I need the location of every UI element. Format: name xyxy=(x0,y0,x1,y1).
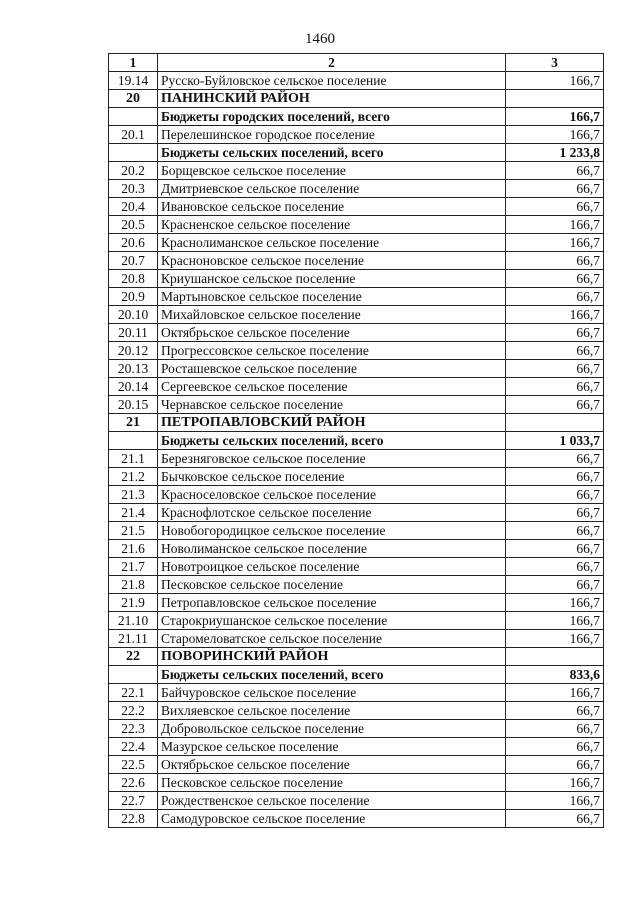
table-row xyxy=(109,810,604,828)
table-row xyxy=(109,468,604,486)
table-row xyxy=(109,612,604,630)
row-value: 66,7 xyxy=(506,756,604,774)
subtotal-row xyxy=(109,144,604,162)
row-number: 22.6 xyxy=(109,774,158,792)
row-name: Старокриушанское сельское поселение xyxy=(158,612,506,630)
row-value: 166,7 xyxy=(506,594,604,612)
row-number: 21.3 xyxy=(109,486,158,504)
row-value: 66,7 xyxy=(506,720,604,738)
row-number xyxy=(109,144,158,162)
row-name: ПОВОРИНСКИЙ РАЙОН xyxy=(158,648,506,666)
row-value: 66,7 xyxy=(506,396,604,414)
row-number: 20.5 xyxy=(109,216,158,234)
region-row xyxy=(109,648,604,666)
row-name: Песковское сельское поселение xyxy=(158,576,506,594)
row-number: 22.1 xyxy=(109,684,158,702)
row-value: 66,7 xyxy=(506,450,604,468)
row-number: 22.7 xyxy=(109,792,158,810)
row-name: ПАНИНСКИЙ РАЙОН xyxy=(158,90,506,108)
row-number xyxy=(109,432,158,450)
row-name: Дмитриевское сельское поселение xyxy=(158,180,506,198)
row-number: 20.12 xyxy=(109,342,158,360)
column-header-2: 2 xyxy=(158,54,506,72)
row-number: 20.6 xyxy=(109,234,158,252)
table-row xyxy=(109,720,604,738)
row-name: Ивановское сельское поселение xyxy=(158,198,506,216)
row-value: 166,7 xyxy=(506,234,604,252)
table-row xyxy=(109,396,604,414)
row-value: 66,7 xyxy=(506,738,604,756)
table-row xyxy=(109,252,604,270)
table-row xyxy=(109,162,604,180)
row-name: Красноселовское сельское поселение xyxy=(158,486,506,504)
row-number: 20.9 xyxy=(109,288,158,306)
row-name: Старомеловатское сельское поселение xyxy=(158,630,506,648)
row-value: 66,7 xyxy=(506,504,604,522)
row-name: Перелешинское городское поселение xyxy=(158,126,506,144)
row-value: 66,7 xyxy=(506,558,604,576)
table-row xyxy=(109,234,604,252)
row-value: 66,7 xyxy=(506,486,604,504)
region-row xyxy=(109,90,604,108)
row-number: 21.11 xyxy=(109,630,158,648)
row-value xyxy=(506,90,604,108)
table-row xyxy=(109,180,604,198)
table-row xyxy=(109,774,604,792)
row-number: 22.5 xyxy=(109,756,158,774)
row-name: Борщевское сельское поселение xyxy=(158,162,506,180)
row-name: Бычковское сельское поселение xyxy=(158,468,506,486)
row-value: 66,7 xyxy=(506,540,604,558)
page-number: 1460 xyxy=(305,31,335,47)
row-number xyxy=(109,108,158,126)
table-row xyxy=(109,378,604,396)
row-number: 21.8 xyxy=(109,576,158,594)
row-name: Песковское сельское поселение xyxy=(158,774,506,792)
row-name: Новобогородицкое сельское поселение xyxy=(158,522,506,540)
row-number: 20.2 xyxy=(109,162,158,180)
table-row xyxy=(109,342,604,360)
row-number: 21.1 xyxy=(109,450,158,468)
row-number: 20.4 xyxy=(109,198,158,216)
row-name: Новолиманское сельское поселение xyxy=(158,540,506,558)
row-name: Рождественское сельское поселение xyxy=(158,792,506,810)
row-name: Бюджеты городских поселений, всего xyxy=(158,108,506,126)
table-row xyxy=(109,738,604,756)
row-number: 21.7 xyxy=(109,558,158,576)
row-number: 21.9 xyxy=(109,594,158,612)
row-number: 20.8 xyxy=(109,270,158,288)
row-name: Красноновское сельское поселение xyxy=(158,252,506,270)
row-value: 166,7 xyxy=(506,792,604,810)
row-value: 166,7 xyxy=(506,108,604,126)
row-value: 66,7 xyxy=(506,378,604,396)
row-value xyxy=(506,648,604,666)
region-row xyxy=(109,414,604,432)
row-value: 66,7 xyxy=(506,198,604,216)
row-value xyxy=(506,414,604,432)
row-name: Краснолиманское сельское поселение xyxy=(158,234,506,252)
row-name: Самодуровское сельское поселение xyxy=(158,810,506,828)
row-value: 66,7 xyxy=(506,360,604,378)
row-name: Мазурское сельское поселение xyxy=(158,738,506,756)
row-number: 21.2 xyxy=(109,468,158,486)
row-number: 20.15 xyxy=(109,396,158,414)
row-value: 66,7 xyxy=(506,180,604,198)
table-row xyxy=(109,486,604,504)
table-row xyxy=(109,126,604,144)
table-row xyxy=(109,270,604,288)
table-row xyxy=(109,450,604,468)
row-number: 22.2 xyxy=(109,702,158,720)
row-number: 21 xyxy=(109,414,158,432)
row-name: Русско-Буйловское сельское поселение xyxy=(158,72,506,90)
row-number: 22.4 xyxy=(109,738,158,756)
row-value: 66,7 xyxy=(506,342,604,360)
row-number: 21.6 xyxy=(109,540,158,558)
row-name: Краснофлотское сельское поселение xyxy=(158,504,506,522)
row-number: 22.8 xyxy=(109,810,158,828)
row-name: Мартыновское сельское поселение xyxy=(158,288,506,306)
table-row xyxy=(109,504,604,522)
row-number: 19.14 xyxy=(109,72,158,90)
row-value: 833,6 xyxy=(506,666,604,684)
table-row xyxy=(109,360,604,378)
row-value: 166,7 xyxy=(506,306,604,324)
row-value: 66,7 xyxy=(506,288,604,306)
row-name: Вихляевское сельское поселение xyxy=(158,702,506,720)
row-name: ПЕТРОПАВЛОВСКИЙ РАЙОН xyxy=(158,414,506,432)
row-name: Сергеевское сельское поселение xyxy=(158,378,506,396)
row-name: Чернавское сельское поселение xyxy=(158,396,506,414)
table-row xyxy=(109,324,604,342)
table-row xyxy=(109,756,604,774)
row-value: 66,7 xyxy=(506,576,604,594)
row-number: 21.5 xyxy=(109,522,158,540)
row-name: Михайловское сельское поселение xyxy=(158,306,506,324)
row-number: 20.13 xyxy=(109,360,158,378)
table-row xyxy=(109,684,604,702)
row-value: 1 033,7 xyxy=(506,432,604,450)
row-number: 22.3 xyxy=(109,720,158,738)
table-row xyxy=(109,576,604,594)
table-row xyxy=(109,558,604,576)
table-row xyxy=(109,306,604,324)
row-name: Красненское сельское поселение xyxy=(158,216,506,234)
row-value: 1 233,8 xyxy=(506,144,604,162)
row-name: Бюджеты сельских поселений, всего xyxy=(158,666,506,684)
row-value: 66,7 xyxy=(506,252,604,270)
row-name: Байчуровское сельское поселение xyxy=(158,684,506,702)
row-value: 66,7 xyxy=(506,270,604,288)
table-header-row xyxy=(109,54,604,72)
table-row xyxy=(109,216,604,234)
row-value: 166,7 xyxy=(506,72,604,90)
table-row xyxy=(109,288,604,306)
row-number: 22 xyxy=(109,648,158,666)
row-number: 20.3 xyxy=(109,180,158,198)
table-row xyxy=(109,72,604,90)
row-name: Росташевское сельское поселение xyxy=(158,360,506,378)
table-body xyxy=(109,72,604,828)
row-name: Новотроицкое сельское поселение xyxy=(158,558,506,576)
row-name: Бюджеты сельских поселений, всего xyxy=(158,432,506,450)
row-value: 66,7 xyxy=(506,324,604,342)
row-name: Березняговское сельское поселение xyxy=(158,450,506,468)
row-name: Бюджеты сельских поселений, всего xyxy=(158,144,506,162)
row-number: 21.4 xyxy=(109,504,158,522)
row-name: Криушанское сельское поселение xyxy=(158,270,506,288)
row-number: 20.10 xyxy=(109,306,158,324)
row-number: 20.11 xyxy=(109,324,158,342)
row-name: Прогрессовское сельское поселение xyxy=(158,342,506,360)
row-name: Петропавловское сельское поселение xyxy=(158,594,506,612)
row-value: 166,7 xyxy=(506,684,604,702)
table-row xyxy=(109,198,604,216)
row-name: Октябрьское сельское поселение xyxy=(158,756,506,774)
table-row xyxy=(109,594,604,612)
row-value: 66,7 xyxy=(506,702,604,720)
row-number: 21.10 xyxy=(109,612,158,630)
table-row xyxy=(109,792,604,810)
row-value: 166,7 xyxy=(506,612,604,630)
row-value: 66,7 xyxy=(506,810,604,828)
column-header-3: 3 xyxy=(506,54,604,72)
row-value: 166,7 xyxy=(506,216,604,234)
row-value: 166,7 xyxy=(506,774,604,792)
table-row xyxy=(109,540,604,558)
row-value: 166,7 xyxy=(506,126,604,144)
budget-table xyxy=(108,53,604,828)
subtotal-row xyxy=(109,432,604,450)
row-number: 20.7 xyxy=(109,252,158,270)
subtotal-row xyxy=(109,666,604,684)
row-name: Добровольское сельское поселение xyxy=(158,720,506,738)
table-row xyxy=(109,522,604,540)
row-number: 20.14 xyxy=(109,378,158,396)
row-number xyxy=(109,666,158,684)
row-value: 166,7 xyxy=(506,630,604,648)
row-name: Октябрьское сельское поселение xyxy=(158,324,506,342)
subtotal-row xyxy=(109,108,604,126)
table-row xyxy=(109,630,604,648)
column-header-1: 1 xyxy=(109,54,158,72)
row-value: 66,7 xyxy=(506,522,604,540)
row-number: 20 xyxy=(109,90,158,108)
table-row xyxy=(109,702,604,720)
row-value: 66,7 xyxy=(506,468,604,486)
row-number: 20.1 xyxy=(109,126,158,144)
row-value: 66,7 xyxy=(506,162,604,180)
